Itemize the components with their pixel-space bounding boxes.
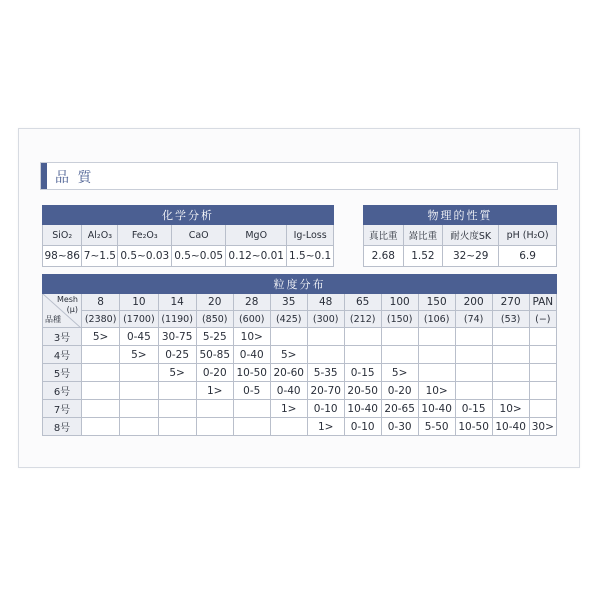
grain-value-cell — [529, 400, 556, 418]
grain-value-cell — [120, 418, 158, 436]
grain-value-cell — [529, 346, 556, 364]
physical-properties-title: 物理的性質 — [364, 206, 557, 225]
grain-value-cell — [529, 328, 556, 346]
grain-value-cell — [529, 364, 556, 382]
grain-row — [43, 328, 557, 346]
mesh-size-cell: 270 — [492, 294, 529, 311]
mesh-corner-cell — [43, 294, 82, 328]
grain-value-cell — [82, 364, 120, 382]
grain-value-cell — [492, 346, 529, 364]
grain-value-cell — [158, 382, 196, 400]
mesh-micron-cell: (212) — [344, 311, 381, 328]
grain-value-cell: 30-75 — [158, 328, 196, 346]
physical-header-cell: pH (H₂O) — [499, 225, 557, 246]
physical-properties-table — [363, 205, 557, 267]
grain-value-cell: 10-50 — [233, 364, 270, 382]
mesh-micron-cell: (1190) — [158, 311, 196, 328]
mesh-size-cell: 10 — [120, 294, 158, 311]
mesh-micron-cell: (850) — [196, 311, 233, 328]
mesh-size-cell: 20 — [196, 294, 233, 311]
grain-value-cell — [344, 328, 381, 346]
grain-value-cell: 5-50 — [418, 418, 455, 436]
grain-value-cell — [418, 328, 455, 346]
grain-value-cell — [158, 400, 196, 418]
grain-value-cell — [455, 382, 492, 400]
mesh-size-cell: 28 — [233, 294, 270, 311]
grain-size-table — [42, 274, 557, 436]
grain-value-cell — [270, 328, 307, 346]
grain-value-cell — [233, 418, 270, 436]
grain-value-cell: 10> — [418, 382, 455, 400]
section-title: 品 質 — [55, 170, 94, 186]
grain-value-cell — [270, 418, 307, 436]
grain-value-cell — [492, 328, 529, 346]
grain-value-cell: 0-40 — [233, 346, 270, 364]
physical-value-cell: 1.52 — [403, 246, 443, 267]
grain-row — [43, 382, 557, 400]
grain-value-cell: 10-40 — [492, 418, 529, 436]
grain-value-cell: 20-65 — [381, 400, 418, 418]
mesh-size-cell: 48 — [307, 294, 344, 311]
grain-value-cell — [381, 328, 418, 346]
grain-value-cell — [120, 382, 158, 400]
grain-value-cell — [82, 418, 120, 436]
grain-row — [43, 418, 557, 436]
grain-value-cell: 0-15 — [455, 400, 492, 418]
grain-row — [43, 364, 557, 382]
mesh-micron-cell: (53) — [492, 311, 529, 328]
mesh-micron-cell: (106) — [418, 311, 455, 328]
chemical-header-cell: Fe₂O₃ — [118, 225, 172, 246]
mesh-size-cell: PAN — [529, 294, 556, 311]
grain-value-cell — [455, 328, 492, 346]
grain-value-cell: 0-40 — [270, 382, 307, 400]
grain-value-cell: 10-40 — [344, 400, 381, 418]
grain-value-cell: 1> — [307, 418, 344, 436]
chemical-header-cell: SiO₂ — [43, 225, 82, 246]
grain-value-cell: 5-25 — [196, 328, 233, 346]
mesh-size-cell: 35 — [270, 294, 307, 311]
grain-value-cell: 10-40 — [418, 400, 455, 418]
grain-value-cell — [120, 364, 158, 382]
chemical-value-cell: 0.5~0.03 — [118, 246, 172, 267]
mesh-micron-cell: (−) — [529, 311, 556, 328]
grain-value-cell — [381, 346, 418, 364]
mesh-micron-cell: (74) — [455, 311, 492, 328]
grain-value-cell — [196, 418, 233, 436]
grain-value-cell: 0-20 — [381, 382, 418, 400]
mesh-size-cell: 65 — [344, 294, 381, 311]
chemical-analysis-title: 化学分析 — [43, 206, 334, 225]
grain-value-cell: 5-35 — [307, 364, 344, 382]
mesh-size-cell: 200 — [455, 294, 492, 311]
corner-mesh-label: Mesh — [56, 295, 78, 304]
grain-value-cell — [492, 382, 529, 400]
chemical-value-cell: 0.5~0.05 — [172, 246, 226, 267]
mesh-size-cell: 150 — [418, 294, 455, 311]
grain-value-cell — [529, 382, 556, 400]
physical-value-cell: 2.68 — [364, 246, 404, 267]
chemical-header-cell: MgO — [226, 225, 287, 246]
grain-value-cell: 10-50 — [455, 418, 492, 436]
physical-header-cell: 真比重 — [364, 225, 404, 246]
chemical-value-cell: 7~1.5 — [82, 246, 118, 267]
physical-header-cell: 耐火度SK — [443, 225, 499, 246]
grain-row — [43, 400, 557, 418]
grain-value-cell: 5> — [120, 346, 158, 364]
grain-size-title: 粒度分布 — [43, 275, 557, 294]
grain-value-cell — [418, 346, 455, 364]
mesh-micron-cell: (425) — [270, 311, 307, 328]
grain-value-cell: 0-45 — [120, 328, 158, 346]
chemical-header-cell: Ig-Loss — [287, 225, 334, 246]
grade-label-cell: 5号 — [43, 364, 82, 382]
grain-value-cell: 0-10 — [307, 400, 344, 418]
grade-label-cell: 8号 — [43, 418, 82, 436]
section-title-box — [40, 162, 558, 190]
grade-label-cell: 3号 — [43, 328, 82, 346]
mesh-size-cell: 14 — [158, 294, 196, 311]
grain-value-cell: 5> — [381, 364, 418, 382]
grain-value-cell: 1> — [270, 400, 307, 418]
chemical-value-cell: 1.5~0.1 — [287, 246, 334, 267]
grain-value-cell: 5> — [270, 346, 307, 364]
grain-value-cell: 10> — [492, 400, 529, 418]
physical-value-cell: 6.9 — [499, 246, 557, 267]
grain-value-cell: 0-30 — [381, 418, 418, 436]
grain-value-cell: 20-60 — [270, 364, 307, 382]
grain-value-cell — [196, 400, 233, 418]
grain-value-cell — [82, 382, 120, 400]
grain-value-cell — [82, 400, 120, 418]
grain-value-cell: 0-15 — [344, 364, 381, 382]
chemical-value-cell: 98~86 — [43, 246, 82, 267]
grain-value-cell: 20-50 — [344, 382, 381, 400]
mesh-micron-cell: (300) — [307, 311, 344, 328]
grain-value-cell — [418, 364, 455, 382]
grain-value-cell: 0-20 — [196, 364, 233, 382]
grain-value-cell — [455, 346, 492, 364]
grain-value-cell: 0-5 — [233, 382, 270, 400]
grain-value-cell: 5> — [158, 364, 196, 382]
grain-value-cell — [344, 346, 381, 364]
grain-value-cell — [120, 400, 158, 418]
chemical-value-cell: 0.12~0.01 — [226, 246, 287, 267]
mesh-micron-cell: (600) — [233, 311, 270, 328]
grain-row — [43, 346, 557, 364]
grain-value-cell: 0-25 — [158, 346, 196, 364]
chemical-header-cell: Al₂O₃ — [82, 225, 118, 246]
grain-value-cell — [82, 346, 120, 364]
grain-value-cell — [233, 400, 270, 418]
chemical-header-cell: CaO — [172, 225, 226, 246]
grade-label-cell: 7号 — [43, 400, 82, 418]
grain-value-cell — [158, 418, 196, 436]
physical-header-cell: 嵩比重 — [403, 225, 443, 246]
corner-grade-label: 品種 — [45, 315, 61, 324]
grain-value-cell — [455, 364, 492, 382]
grain-value-cell: 50-85 — [196, 346, 233, 364]
grain-value-cell: 1> — [196, 382, 233, 400]
mesh-micron-cell: (1700) — [120, 311, 158, 328]
chemical-analysis-table — [42, 205, 334, 267]
grain-value-cell: 5> — [82, 328, 120, 346]
mesh-micron-cell: (150) — [381, 311, 418, 328]
grain-value-cell: 20-70 — [307, 382, 344, 400]
grade-label-cell: 4号 — [43, 346, 82, 364]
grain-value-cell: 30> — [529, 418, 556, 436]
grain-value-cell: 0-10 — [344, 418, 381, 436]
section-accent-bar — [41, 163, 47, 189]
grain-value-cell — [492, 364, 529, 382]
mesh-size-cell: 100 — [381, 294, 418, 311]
corner-micron-label: (μ) — [66, 305, 78, 314]
grain-value-cell: 10> — [233, 328, 270, 346]
grain-value-cell — [307, 346, 344, 364]
grade-label-cell: 6号 — [43, 382, 82, 400]
mesh-micron-cell: (2380) — [82, 311, 120, 328]
grain-value-cell — [307, 328, 344, 346]
mesh-size-cell: 8 — [82, 294, 120, 311]
physical-value-cell: 32~29 — [443, 246, 499, 267]
